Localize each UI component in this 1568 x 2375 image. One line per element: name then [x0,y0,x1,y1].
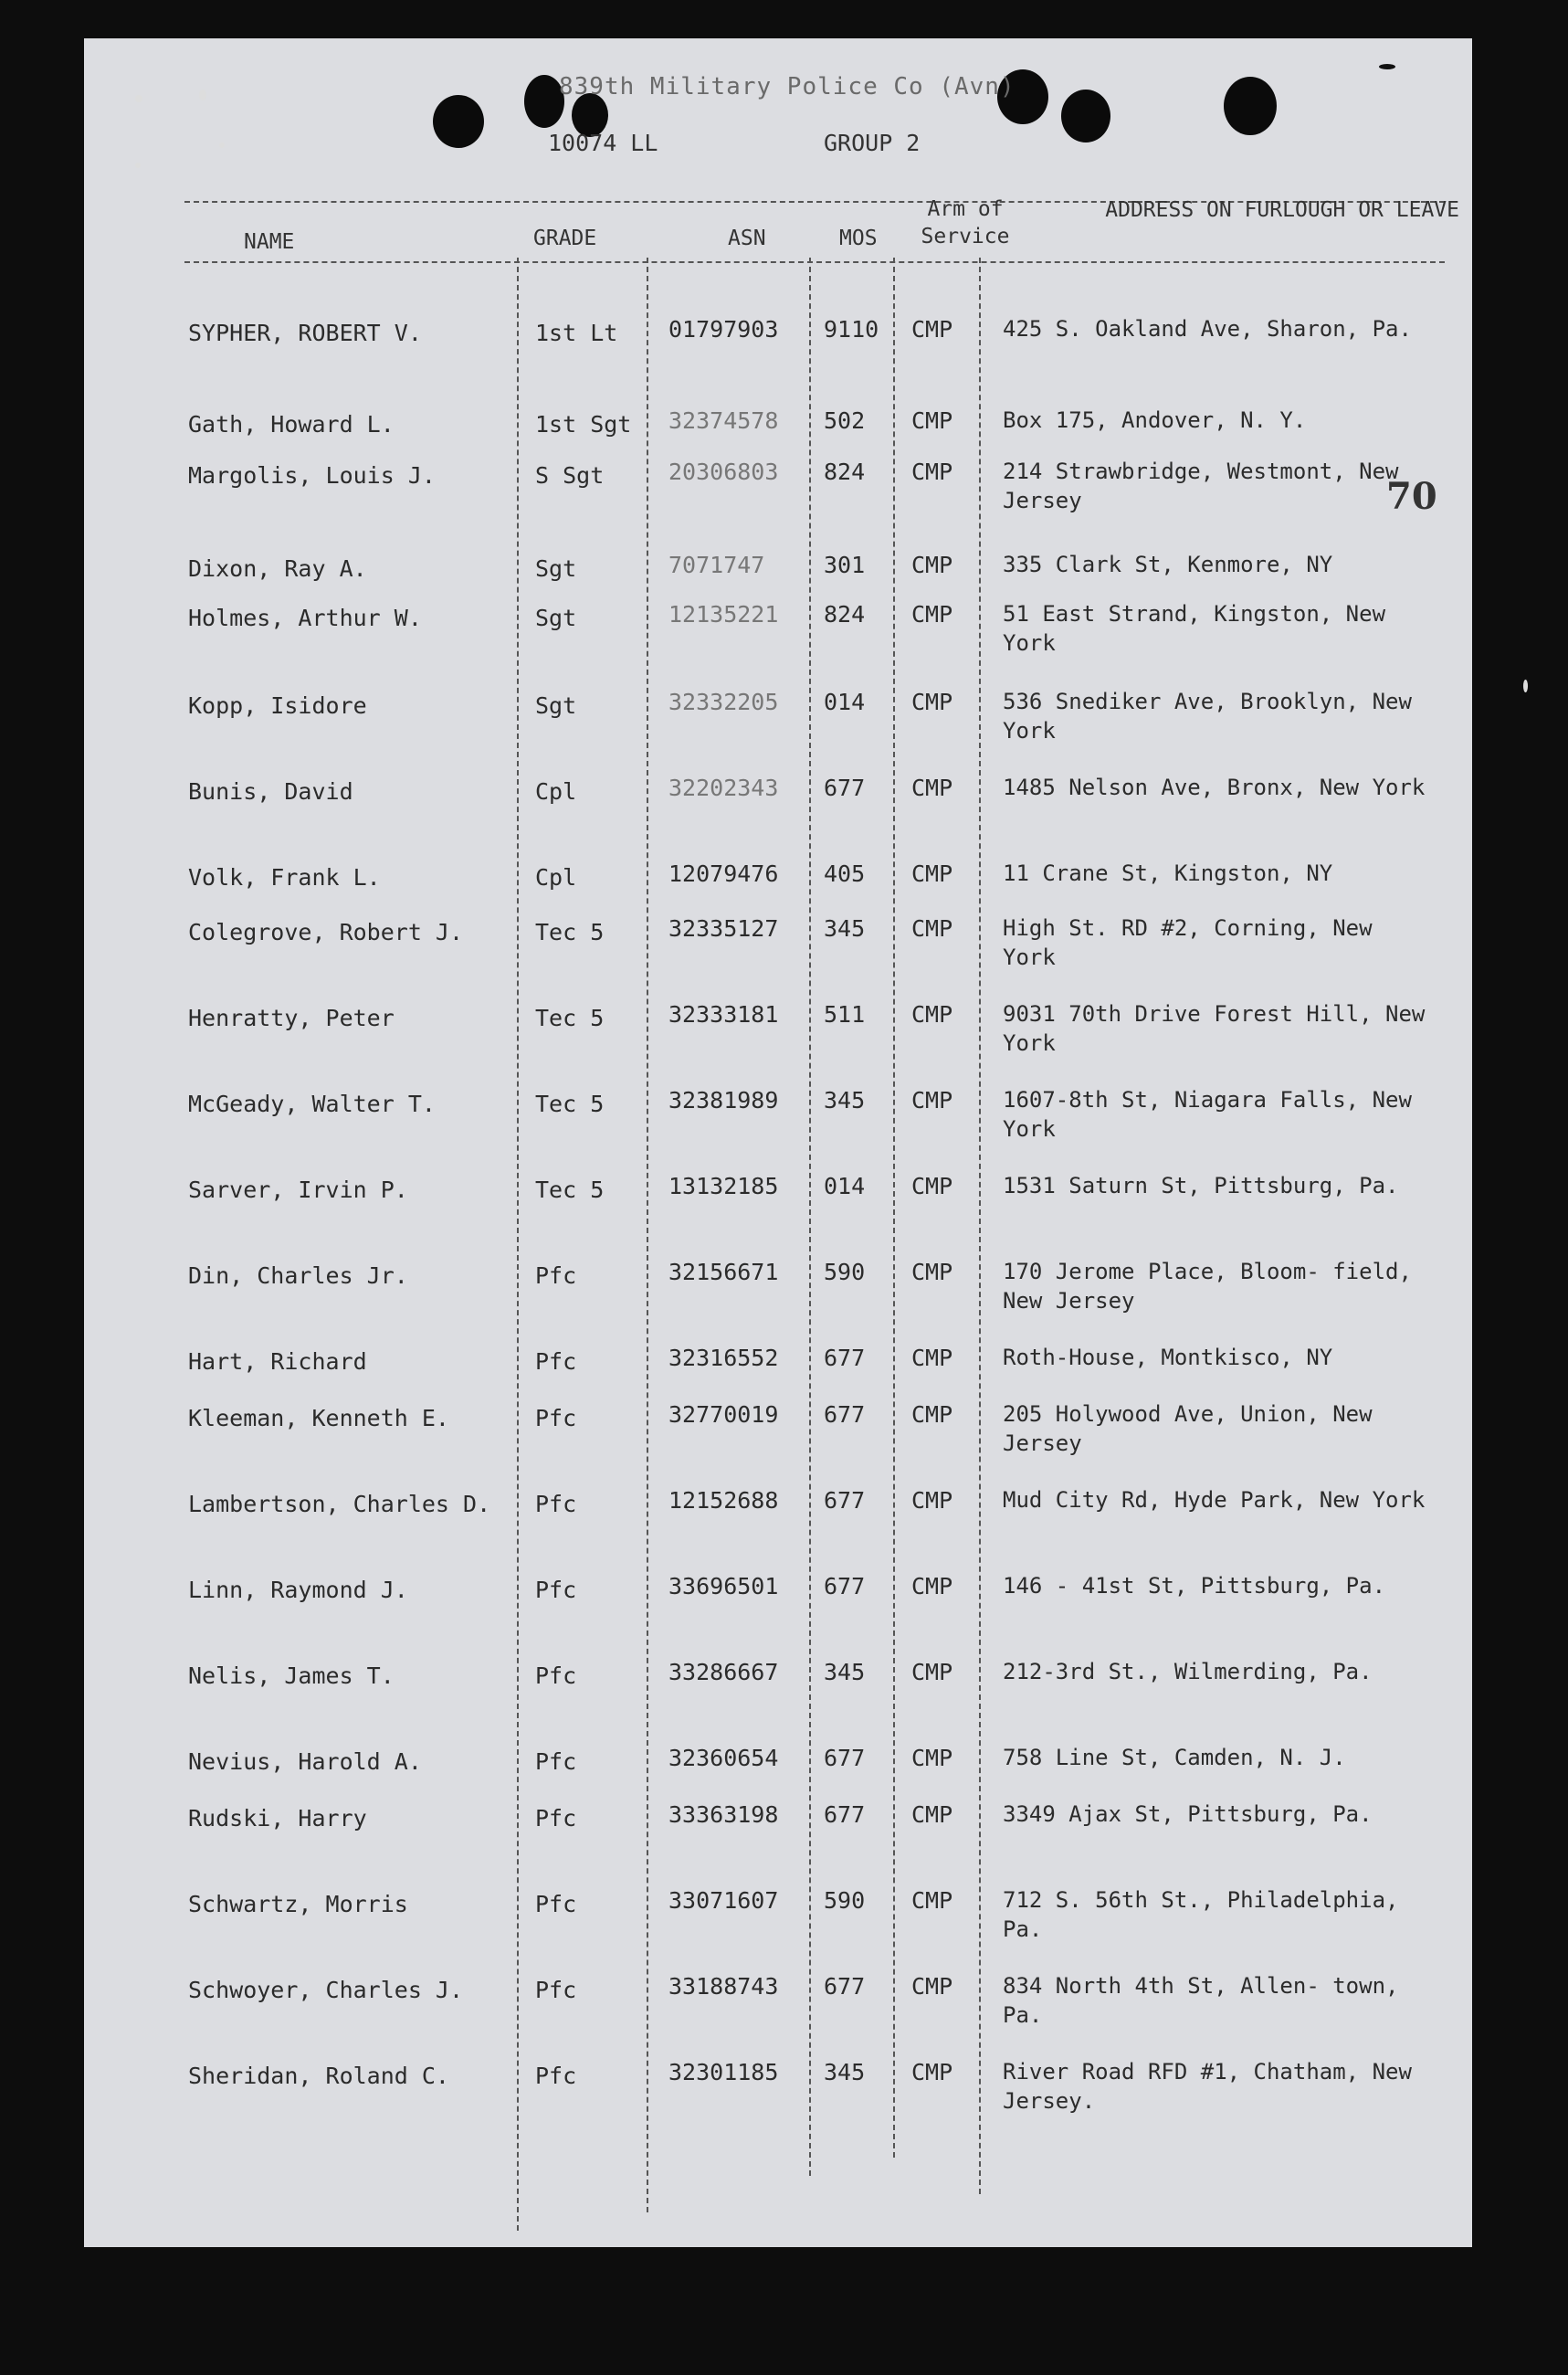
dust-speck [135,95,142,102]
cell-mos: 590 [824,1259,866,1285]
unit-designation: 839th Military Police Co (Avn) [559,73,1016,100]
cell-arm: CMP [911,1087,953,1114]
cell-address: High St. RD #2, Corning, New York [1003,915,1373,970]
cell-mos: 677 [824,775,866,801]
cell-arm: CMP [911,1001,953,1028]
cell-asn: 12079476 [668,860,779,887]
dust-speck [219,142,225,148]
cell-arm: CMP [911,1345,953,1371]
cell-grade: Pfc [535,2063,577,2089]
cell-name: Din, Charles Jr. [188,1262,408,1289]
cell-asn: 32333181 [668,1001,779,1028]
cell-address: Box 175, Andover, N. Y. [1003,407,1307,433]
col-header-asn: ASN [728,227,766,250]
cell-address: 1607-8th St, Niagara Falls, New York [1003,1087,1412,1142]
cell-address: 205 Holywood Ave, Union, New Jersey [1003,1401,1373,1456]
dust-speck [199,90,206,100]
cell-asn: 32301185 [668,2059,779,2085]
cell-asn: 33696501 [668,1573,779,1599]
cell-asn: 33188743 [668,1973,779,2000]
cell-grade: Tec 5 [535,1005,605,1031]
cell-name: Kleeman, Kenneth E. [188,1405,449,1431]
cell-mos: 677 [824,1973,866,2000]
cell-address: 51 East Strand, Kingston, New York [1003,601,1386,656]
column-divider [893,258,895,2158]
cell-mos: 590 [824,1887,866,1914]
cell-address: Roth-House, Montkisco, NY [1003,1345,1333,1370]
cell-name: Linn, Raymond J. [188,1577,408,1603]
cell-mos: 824 [824,601,866,628]
cell-grade: 1st Sgt [535,411,632,438]
punch-hole-icon [1061,90,1110,142]
cell-asn: 32332205 [668,689,779,715]
col-header-mos: MOS [839,227,878,250]
cell-name: Margolis, Louis J. [188,462,436,489]
cell-name: Sarver, Irvin P. [188,1177,408,1203]
cell-name: Dixon, Ray A. [188,555,367,582]
cell-asn: 13132185 [668,1173,779,1199]
cell-grade: Sgt [535,555,577,582]
cell-address: 536 Snediker Ave, Brooklyn, New York [1003,689,1412,744]
cell-address: 11 Crane St, Kingston, NY [1003,860,1333,886]
cell-grade: Pfc [535,1977,577,2003]
cell-arm: CMP [911,1659,953,1685]
cell-asn: 33071607 [668,1887,779,1914]
cell-arm: CMP [911,2059,953,2085]
cell-asn: 32335127 [668,915,779,942]
cell-arm: CMP [911,316,953,343]
cell-mos: 511 [824,1001,866,1028]
cell-address: River Road RFD #1, Chatham, New Jersey. [1003,2059,1412,2114]
cell-asn: 32381989 [668,1087,779,1114]
punch-hole-icon [1224,77,1277,135]
cell-grade: Tec 5 [535,1177,605,1203]
cell-name: Lambertson, Charles D. [188,1491,491,1517]
cell-grade: Cpl [535,778,577,805]
cell-arm: CMP [911,1745,953,1771]
cell-arm: CMP [911,1801,953,1828]
cell-name: Schwartz, Morris [188,1891,408,1917]
cell-mos: 345 [824,2059,866,2085]
cell-asn: 32374578 [668,407,779,434]
cell-asn: 7071747 [668,552,765,578]
cell-mos: 677 [824,1487,866,1514]
document-sheet [84,38,1472,2247]
cell-address: 712 S. 56th St., Philadelphia, Pa. [1003,1887,1399,1942]
cell-grade: S Sgt [535,462,605,489]
cell-mos: 677 [824,1345,866,1371]
cell-mos: 345 [824,1087,866,1114]
dust-speck [135,163,141,168]
cell-mos: 677 [824,1801,866,1828]
cell-grade: Cpl [535,864,577,891]
cell-name: Gath, Howard L. [188,411,395,438]
cell-asn: 12152688 [668,1487,779,1514]
cell-arm: CMP [911,1173,953,1199]
col-header-address: ADDRESS ON FURLOUGH OR LEAVE [1105,198,1459,222]
col-header-arm: Arm of Service [921,197,1010,248]
cell-arm: CMP [911,459,953,485]
cell-grade: Pfc [535,1748,577,1775]
cell-grade: Pfc [535,1891,577,1917]
dust-speck [1523,680,1528,692]
page-number: 70 [1386,475,1437,518]
cell-arm: CMP [911,1259,953,1285]
cell-name: Nevius, Harold A. [188,1748,422,1775]
cell-arm: CMP [911,601,953,628]
punch-hole-icon [433,95,484,148]
cell-address: 425 S. Oakland Ave, Sharon, Pa. [1003,316,1412,342]
cell-grade: Tec 5 [535,919,605,945]
cell-mos: 014 [824,689,866,715]
col-header-grade: GRADE [533,227,597,250]
cell-mos: 824 [824,459,866,485]
cell-name: SYPHER, ROBERT V. [188,320,422,346]
cell-grade: Pfc [535,1577,577,1603]
cell-address: 758 Line St, Camden, N. J. [1003,1745,1346,1770]
cell-mos: 677 [824,1573,866,1599]
serial-number: 10074 LL [548,130,658,156]
cell-address: 9031 70th Drive Forest Hill, New York [1003,1001,1426,1056]
cell-mos: 677 [824,1401,866,1428]
cell-mos: 9110 [824,316,879,343]
cell-grade: Pfc [535,1405,577,1431]
cell-asn: 12135221 [668,601,779,628]
cell-arm: CMP [911,1973,953,2000]
dust-speck [1379,64,1395,69]
cell-arm: CMP [911,552,953,578]
cell-arm: CMP [911,1487,953,1514]
cell-asn: 32316552 [668,1345,779,1371]
cell-grade: Pfc [535,1262,577,1289]
column-divider [979,258,981,2194]
cell-arm: CMP [911,1887,953,1914]
cell-grade: Pfc [535,1662,577,1689]
cell-name: Henratty, Peter [188,1005,395,1031]
cell-grade: Pfc [535,1805,577,1831]
cell-mos: 677 [824,1745,866,1771]
cell-address: 212-3rd St., Wilmerding, Pa. [1003,1659,1373,1684]
cell-arm: CMP [911,915,953,942]
cell-name: Kopp, Isidore [188,692,367,719]
cell-arm: CMP [911,1573,953,1599]
column-divider [517,258,519,2231]
cell-address: 335 Clark St, Kenmore, NY [1003,552,1333,577]
cell-grade: 1st Lt [535,320,618,346]
cell-address: 146 - 41st St, Pittsburg, Pa. [1003,1573,1386,1599]
cell-mos: 301 [824,552,866,578]
cell-name: Bunis, David [188,778,353,805]
cell-address: 170 Jerome Place, Bloom- field, New Jersey [1003,1259,1412,1314]
cell-asn: 32202343 [668,775,779,801]
header-rule-bottom [184,261,1445,263]
cell-grade: Pfc [535,1348,577,1375]
group-label: GROUP 2 [824,130,921,156]
cell-address: 214 Strawbridge, Westmont, New Jersey [1003,459,1399,513]
cell-address: 1485 Nelson Ave, Bronx, New York [1003,775,1426,800]
cell-name: Hart, Richard [188,1348,367,1375]
cell-address: 3349 Ajax St, Pittsburg, Pa. [1003,1801,1373,1827]
cell-grade: Tec 5 [535,1091,605,1117]
cell-grade: Sgt [535,605,577,631]
column-divider [647,258,648,2212]
cell-name: Sheridan, Roland C. [188,2063,449,2089]
col-header-name: NAME [244,230,295,254]
cell-name: McGeady, Walter T. [188,1091,436,1117]
cell-name: Schwoyer, Charles J. [188,1977,464,2003]
cell-name: Nelis, James T. [188,1662,395,1689]
cell-arm: CMP [911,1401,953,1428]
cell-asn: 01797903 [668,316,779,343]
cell-name: Volk, Frank L. [188,864,381,891]
cell-asn: 33363198 [668,1801,779,1828]
cell-mos: 345 [824,1659,866,1685]
cell-arm: CMP [911,775,953,801]
cell-name: Holmes, Arthur W. [188,605,422,631]
cell-asn: 33286667 [668,1659,779,1685]
cell-grade: Pfc [535,1491,577,1517]
cell-asn: 20306803 [668,459,779,485]
cell-mos: 502 [824,407,866,434]
cell-arm: CMP [911,860,953,887]
cell-address: Mud City Rd, Hyde Park, New York [1003,1487,1426,1513]
cell-name: Colegrove, Robert J. [188,919,464,945]
cell-asn: 32156671 [668,1259,779,1285]
column-divider [809,258,811,2176]
cell-mos: 014 [824,1173,866,1199]
cell-asn: 32770019 [668,1401,779,1428]
cell-arm: CMP [911,407,953,434]
cell-address: 834 North 4th St, Allen- town, Pa. [1003,1973,1399,2028]
cell-address: 1531 Saturn St, Pittsburg, Pa. [1003,1173,1399,1198]
cell-arm: CMP [911,689,953,715]
cell-mos: 345 [824,915,866,942]
cell-name: Rudski, Harry [188,1805,367,1831]
cell-asn: 32360654 [668,1745,779,1771]
cell-grade: Sgt [535,692,577,719]
cell-mos: 405 [824,860,866,887]
